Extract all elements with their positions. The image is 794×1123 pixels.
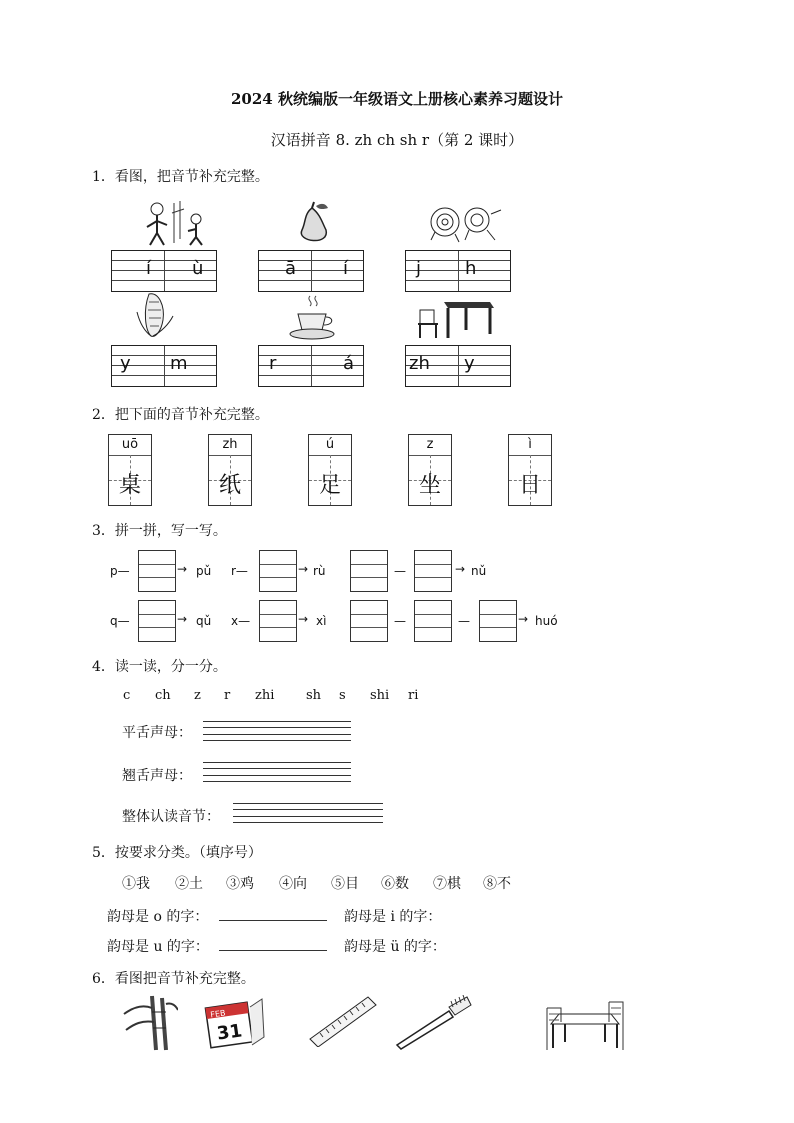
letter: zhi [255,688,275,703]
pinyin-hint: z [426,437,434,452]
q3-prompt: 3．拼一拼，写一写。 [92,523,227,539]
fourline-grid[interactable] [258,345,364,387]
letter: shi [370,688,390,703]
result-syllable: nǔ [471,564,487,578]
calendar-icon [204,995,266,1050]
curled-tongue-label: 翘舌声母： [122,768,192,784]
syllable-part: j [416,258,422,279]
i-final-label: 韵母是 i 的字： [344,909,442,925]
option-item: ⑥数 [381,876,409,892]
answer-line[interactable] [219,920,327,921]
u-final-label: 韵母是 u 的字： [107,939,209,955]
letter: r [224,688,231,703]
planting-trees-icon [132,199,212,247]
option-item: ④向 [279,876,307,892]
q5-prompt: 5．按要求分类。（填序号） [92,845,262,861]
pinyin-hint: zh [222,437,238,452]
hanzi: 纸 [218,473,241,498]
letter: ch [155,688,171,703]
answer-box[interactable] [350,550,388,592]
arrow-icon: → [177,612,188,626]
letter: ri [408,688,419,703]
pinyin-hint: ì [528,437,532,452]
answer-box[interactable] [414,600,452,642]
syllable-part: í [343,258,349,279]
hanzi: 桌 [118,473,141,498]
q2-prompt: 2．把下面的音节补充完整。 [92,407,269,423]
initial-label: r— [231,564,248,578]
letter: z [194,688,201,703]
q6-prompt: 6．看图把音节补充完整。 [92,971,255,987]
arrow-icon: → [298,612,309,626]
syllable-part: y [464,353,475,374]
letter: c [123,688,131,703]
syllable-part: m [170,353,188,374]
tianzige-cell[interactable] [408,434,452,506]
pear-icon [290,200,338,246]
v-final-label: 韵母是 ü 的字： [344,939,446,955]
page-title: 2024 秋统编版一年级语文上册核心素养习题设计 [231,90,563,108]
option-item: ⑧不 [483,876,511,892]
ruler-icon [308,995,378,1047]
table-chair-icon [416,294,496,342]
syllable-part: zh [409,353,430,374]
hanzi: 足 [318,473,341,498]
fourline-grid[interactable] [111,345,217,387]
option-item: ②土 [175,876,203,892]
result-syllable: qǔ [196,614,212,628]
fourline-grid[interactable] [405,345,511,387]
toothbrush-icon [393,995,473,1051]
o-final-label: 韵母是 o 的字： [107,909,209,925]
q4-prompt: 4．读一读，分一分。 [92,659,227,675]
hanzi: 日 [518,473,541,498]
option-item: ①我 [122,876,150,892]
tea-cup-icon [286,292,338,342]
answer-box[interactable] [138,600,176,642]
hanzi: 坐 [418,473,441,498]
answer-box[interactable] [259,600,297,642]
arrow-icon: → [455,562,466,576]
option-item: ⑤目 [331,876,359,892]
letter: s [339,688,346,703]
syllable-part: h [465,258,477,279]
initial-label: q— [110,614,130,628]
answer-box[interactable] [414,550,452,592]
tianzige-cell[interactable] [208,434,252,506]
answer-box[interactable] [350,600,388,642]
calendar-day: 31 [215,1020,244,1045]
result-syllable: huó [535,614,558,628]
fourline-grid[interactable] [405,250,511,292]
whole-syllable-label: 整体认读音节： [122,809,220,825]
page-subtitle: 汉语拼音 8. zh ch sh r（第 2 课时） [270,131,524,149]
pinyin-hint: ú [325,437,335,452]
initial-label: p— [110,564,130,578]
tianzige-cell[interactable] [308,434,352,506]
fourline-grid[interactable] [111,250,217,292]
tianzige-cell[interactable] [108,434,152,506]
syllable-part: á [343,353,355,374]
arrow-icon: → [298,562,309,576]
bamboo-icon [122,994,178,1052]
syllable-part: í [146,258,152,279]
option-item: ⑦棋 [433,876,461,892]
q1-prompt: 1．看图，把音节补充完整。 [92,169,269,185]
answer-line[interactable] [219,950,327,951]
dash-icon: — [458,614,470,628]
corn-icon [135,290,175,342]
pinyin-hint: uō [121,437,139,452]
syllable-part: ù [192,258,204,279]
calendar-month: FEB [209,1008,227,1020]
arrow-icon: → [518,612,529,626]
result-syllable: xì [316,614,327,628]
answer-box[interactable] [259,550,297,592]
syllable-part: ā [285,258,297,279]
answer-box[interactable] [138,550,176,592]
dash-icon: — [394,614,406,628]
syllable-part: y [120,353,131,374]
arrow-icon: → [177,562,188,576]
syllable-part: r [269,353,277,374]
tianzige-cell[interactable] [508,434,552,506]
dash-icon: — [394,564,406,578]
dining-table-icon [545,992,625,1052]
option-item: ③鸡 [226,876,254,892]
initial-label: x— [231,614,251,628]
flat-tongue-label: 平舌声母： [122,725,192,741]
result-syllable: pǔ [196,564,212,578]
answer-box[interactable] [479,600,517,642]
chrysanthemum-icon [425,200,505,246]
result-syllable: rù [313,564,326,578]
letter: sh [306,688,322,703]
fourline-grid[interactable] [258,250,364,292]
